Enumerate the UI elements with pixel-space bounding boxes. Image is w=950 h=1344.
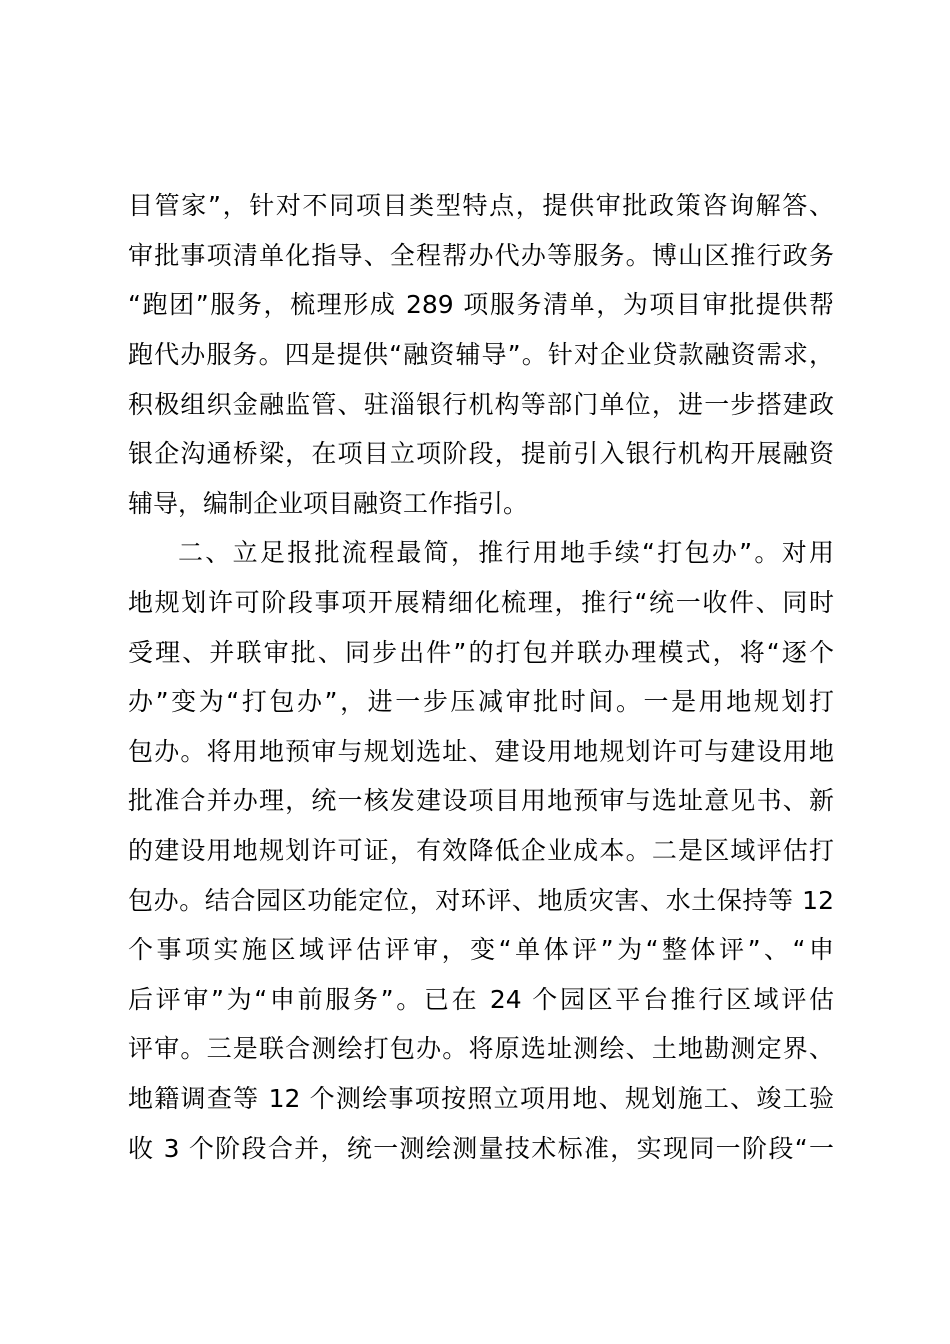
text-line: 积极组织金融监管、驻淄银行机构等部门单位，进一步搭建政 (128, 390, 834, 419)
text-line: 审批事项清单化指导、全程帮办代办等服务。博山区推行政务 (128, 241, 834, 270)
text-line: 个事项实施区域评估评审，变“单体评”为“整体评”、“申 (128, 935, 834, 964)
text-line: 的建设用地规划许可证，有效降低企业成本。二是区域评估打 (128, 836, 834, 865)
text-line: 跑代办服务。四是提供“融资辅导”。针对企业贷款融资需求， (128, 340, 834, 369)
text-line: 批准合并办理，统一核发建设项目用地预审与选址意见书、新 (128, 786, 834, 815)
text-line: 评审。三是联合测绘打包办。将原选址测绘、土地勘测定界、 (128, 1034, 834, 1063)
text-line: “跑团”服务，梳理形成 289 项服务清单，为项目审批提供帮 (128, 290, 834, 319)
text-line: 受理、并联审批、同步出件”的打包并联办理模式，将“逐个 (128, 638, 834, 667)
text-line: 辅导，编制企业项目融资工作指引。 (128, 489, 529, 518)
text-line: 目管家”，针对不同项目类型特点，提供审批政策咨询解答、 (128, 191, 834, 220)
text-line: 地规划许可阶段事项开展精细化梳理，推行“统一收件、同时 (128, 588, 834, 617)
text-line: 办”变为“打包办”，进一步压减审批时间。一是用地规划打 (128, 687, 834, 716)
text-line: 收 3 个阶段合并，统一测绘测量技术标准，实现同一阶段“一 (128, 1134, 834, 1163)
text-line: 后评审”为“申前服务”。已在 24 个园区平台推行区域评估 (128, 985, 834, 1014)
text-line: 地籍调查等 12 个测绘事项按照立项用地、规划施工、竣工验 (128, 1084, 834, 1113)
text-line: 二、立足报批流程最简，推行用地手续“打包办”。对用 (178, 538, 834, 567)
text-line: 包办。将用地预审与规划选址、建设用地规划许可与建设用地 (128, 737, 834, 766)
text-line: 包办。结合园区功能定位，对环评、地质灾害、水土保持等 12 (128, 886, 834, 915)
text-line: 银企沟通桥梁，在项目立项阶段，提前引入银行机构开展融资 (128, 439, 834, 468)
